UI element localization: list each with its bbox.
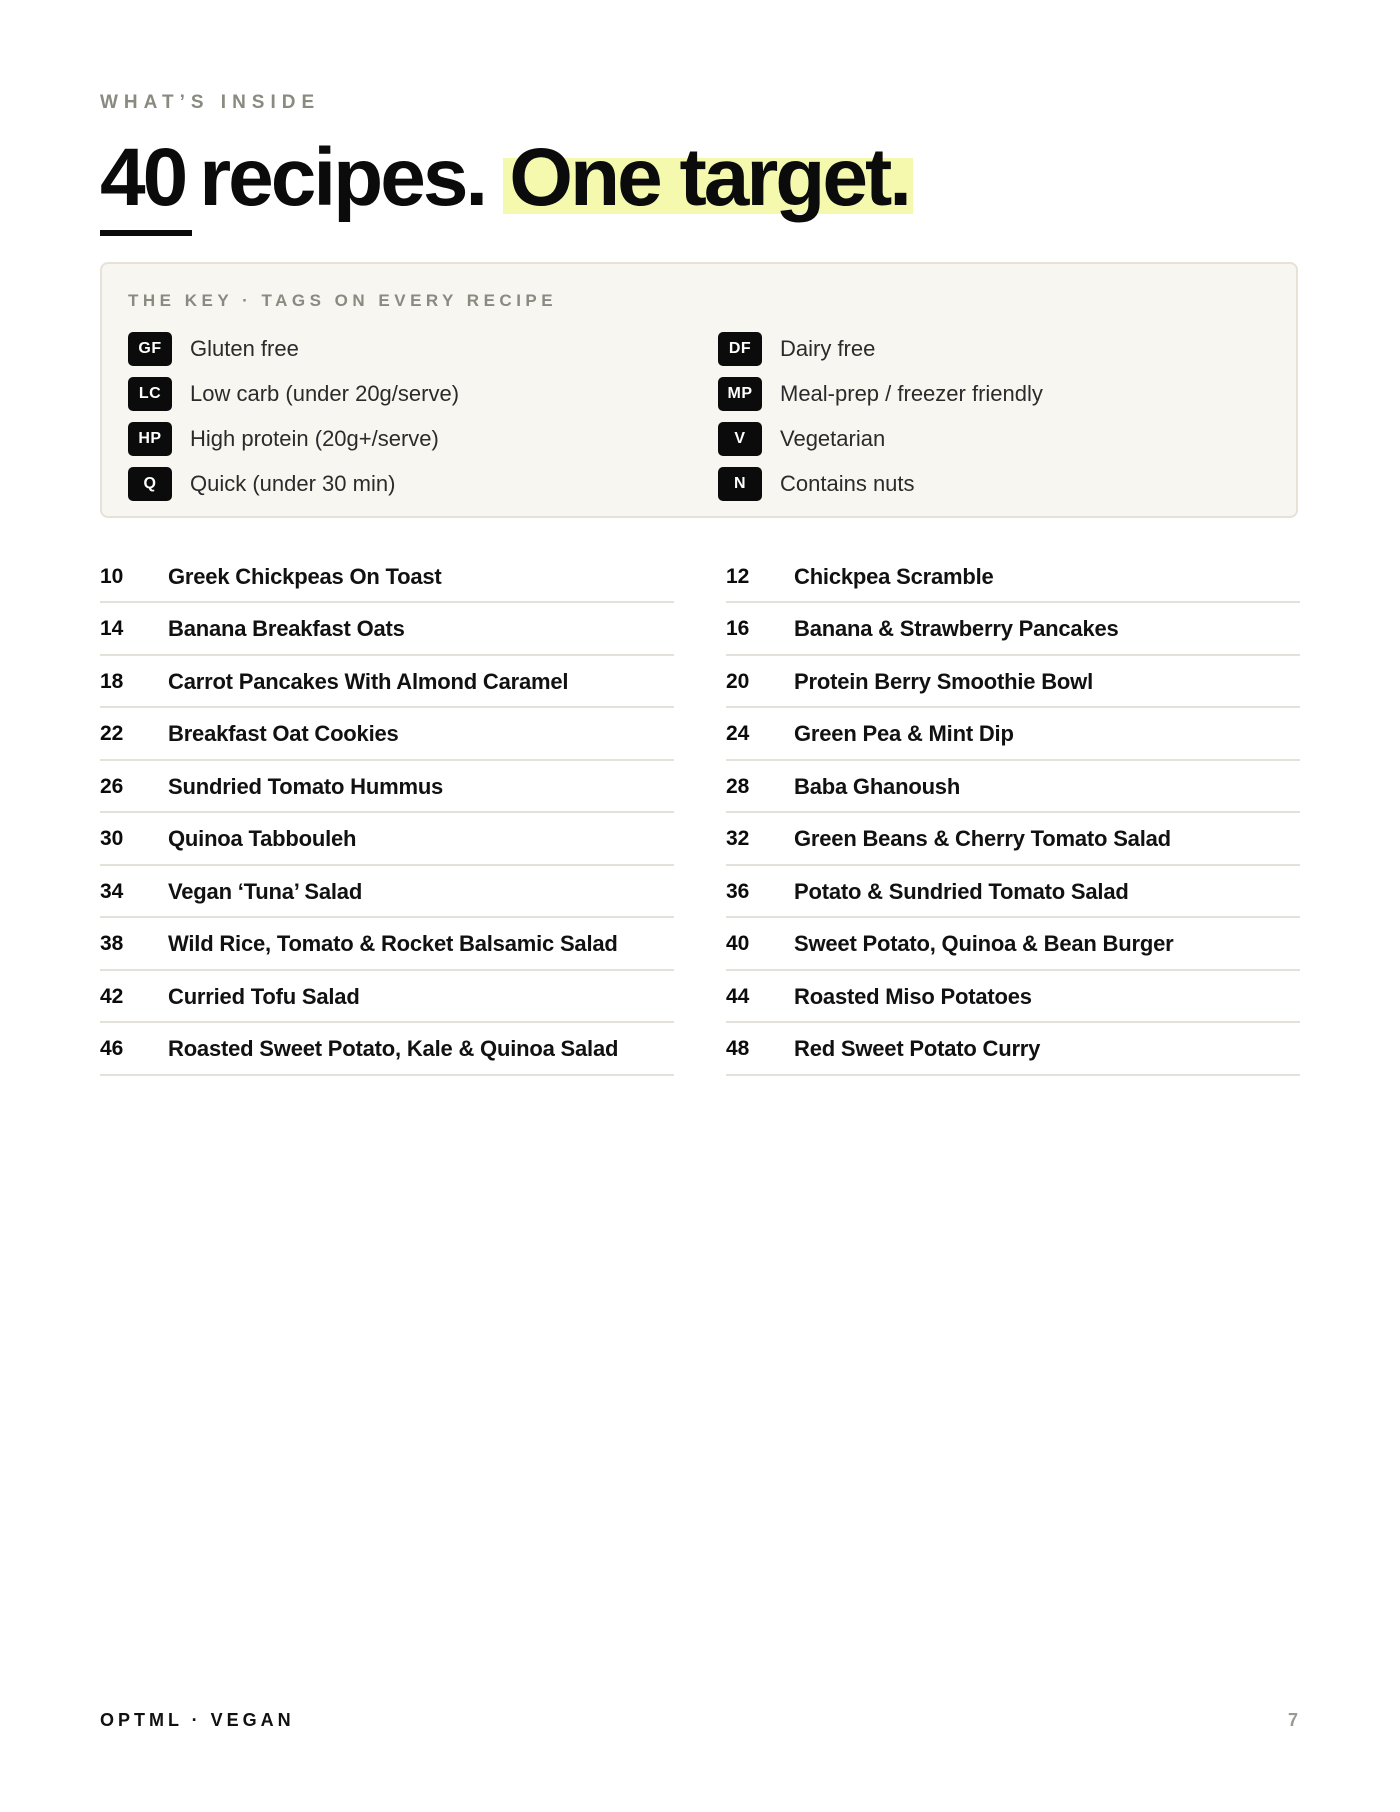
tag-badge-q: Q — [128, 467, 172, 501]
toc-row[interactable] — [100, 920, 674, 971]
toc-page-number: 26 — [100, 774, 124, 798]
tag-key-box — [100, 262, 1298, 518]
page-title — [100, 128, 913, 228]
key-title: THE KEY · TAGS ON EVERY RECIPE — [128, 291, 558, 310]
eyebrow: WHAT’S INSIDE — [100, 92, 321, 113]
toc-column-left — [100, 552, 674, 1077]
tag-badge-lc: LC — [128, 377, 172, 411]
toc-page-number: 20 — [726, 669, 750, 693]
toc-recipe-title: Roasted Sweet Potato, Kale & Quinoa Salad — [168, 1036, 619, 1061]
toc-row[interactable] — [100, 815, 674, 866]
key-item — [718, 461, 1043, 506]
headline-word: recipes. — [199, 132, 486, 223]
tag-badge-df: DF — [718, 332, 762, 366]
toc-column-right — [726, 552, 1300, 1077]
toc-row[interactable] — [726, 920, 1300, 971]
toc-recipe-title: Vegan ‘Tuna’ Salad — [168, 878, 363, 904]
headline-highlight: One target. — [503, 128, 913, 228]
tag-label: Quick (under 30 min) — [190, 470, 396, 496]
key-column-right — [718, 326, 1043, 506]
key-item — [128, 461, 459, 506]
toc-page-number: 34 — [100, 879, 124, 903]
key-item — [128, 326, 459, 371]
toc-recipe-title: Red Sweet Potato Curry — [794, 1036, 1041, 1061]
tag-label: Meal-prep / freezer friendly — [780, 380, 1043, 406]
toc-recipe-title: Green Beans & Cherry Tomato Salad — [794, 826, 1171, 851]
tag-label: Dairy free — [780, 335, 876, 361]
toc-page-number: 12 — [726, 564, 750, 588]
key-item — [718, 326, 1043, 371]
tag-badge-v: V — [718, 422, 762, 456]
toc-row[interactable] — [726, 710, 1300, 761]
toc-recipe-title: Breakfast Oat Cookies — [168, 721, 399, 746]
toc-row[interactable] — [726, 1025, 1300, 1076]
toc-recipe-title: Banana Breakfast Oats — [168, 616, 405, 641]
toc-recipe-title: Protein Berry Smoothie Bowl — [794, 668, 1093, 694]
toc-recipe-title: Potato & Sundried Tomato Salad — [794, 878, 1129, 904]
key-item — [128, 416, 459, 461]
toc-page-number: 40 — [726, 932, 750, 955]
toc-page-number: 42 — [100, 984, 124, 1008]
toc-page-number: 48 — [726, 1037, 750, 1060]
toc-recipe-title: Baba Ghanoush — [794, 773, 961, 799]
key-item — [718, 371, 1043, 416]
toc-row[interactable] — [726, 762, 1300, 813]
headline-number: 40 — [100, 128, 185, 228]
toc-row[interactable] — [100, 605, 674, 656]
tag-label: Contains nuts — [780, 470, 915, 496]
toc-row[interactable] — [100, 710, 674, 761]
tag-label: Gluten free — [190, 335, 299, 361]
toc-recipe-title: Sundried Tomato Hummus — [168, 773, 444, 799]
toc-row[interactable] — [726, 657, 1300, 708]
toc-recipe-title: Greek Chickpeas On Toast — [168, 563, 442, 589]
toc-recipe-title: Green Pea & Mint Dip — [794, 721, 1014, 746]
tag-label: Vegetarian — [780, 425, 886, 451]
toc-row[interactable] — [100, 867, 674, 918]
toc-row[interactable] — [100, 657, 674, 708]
tag-label: Low carb (under 20g/serve) — [190, 380, 460, 406]
toc-page-number: 30 — [100, 827, 124, 850]
toc-row[interactable] — [100, 762, 674, 813]
tag-badge-mp: MP — [718, 377, 762, 411]
toc-page-number: 10 — [100, 564, 124, 588]
tag-badge-n: N — [718, 467, 762, 501]
toc-row[interactable] — [726, 605, 1300, 656]
toc-page-number: 22 — [100, 722, 124, 745]
toc-recipe-title: Roasted Miso Potatoes — [794, 983, 1032, 1009]
toc-row[interactable] — [100, 972, 674, 1023]
toc-recipe-title: Quinoa Tabbouleh — [168, 826, 357, 851]
toc-page-number: 16 — [726, 617, 750, 640]
toc-row[interactable] — [100, 1025, 674, 1076]
toc-recipe-title: Chickpea Scramble — [794, 563, 994, 589]
toc-recipe-title: Banana & Strawberry Pancakes — [794, 616, 1119, 641]
key-column-left — [128, 326, 459, 506]
toc-page-number: 28 — [726, 774, 750, 798]
toc-recipe-title: Curried Tofu Salad — [168, 983, 360, 1009]
page-number: 7 — [1287, 1710, 1298, 1730]
toc-page-number: 32 — [726, 827, 750, 850]
toc-row[interactable] — [726, 972, 1300, 1023]
toc-recipe-title: Wild Rice, Tomato & Rocket Balsamic Salad — [168, 931, 618, 956]
toc-page-number: 46 — [100, 1037, 124, 1060]
toc-row[interactable] — [100, 552, 674, 603]
toc-page-number: 38 — [100, 932, 124, 955]
toc-page-number: 44 — [726, 984, 750, 1008]
toc-page-number: 14 — [100, 617, 124, 640]
toc-row[interactable] — [726, 867, 1300, 918]
toc-row[interactable] — [726, 815, 1300, 866]
toc-page-number: 18 — [100, 669, 124, 693]
tag-badge-hp: HP — [128, 422, 172, 456]
toc-page-number: 24 — [726, 722, 750, 745]
toc-recipe-title: Carrot Pancakes With Almond Caramel — [168, 668, 569, 694]
toc-row[interactable] — [726, 552, 1300, 603]
tag-label: High protein (20g+/serve) — [190, 425, 439, 451]
toc-recipe-title: Sweet Potato, Quinoa & Bean Burger — [794, 931, 1174, 956]
key-item — [128, 371, 459, 416]
toc-page-number: 36 — [726, 879, 750, 903]
tag-badge-gf: GF — [128, 332, 172, 366]
footer-brand: OPTML · VEGAN — [100, 1710, 295, 1730]
key-item — [718, 416, 1043, 461]
